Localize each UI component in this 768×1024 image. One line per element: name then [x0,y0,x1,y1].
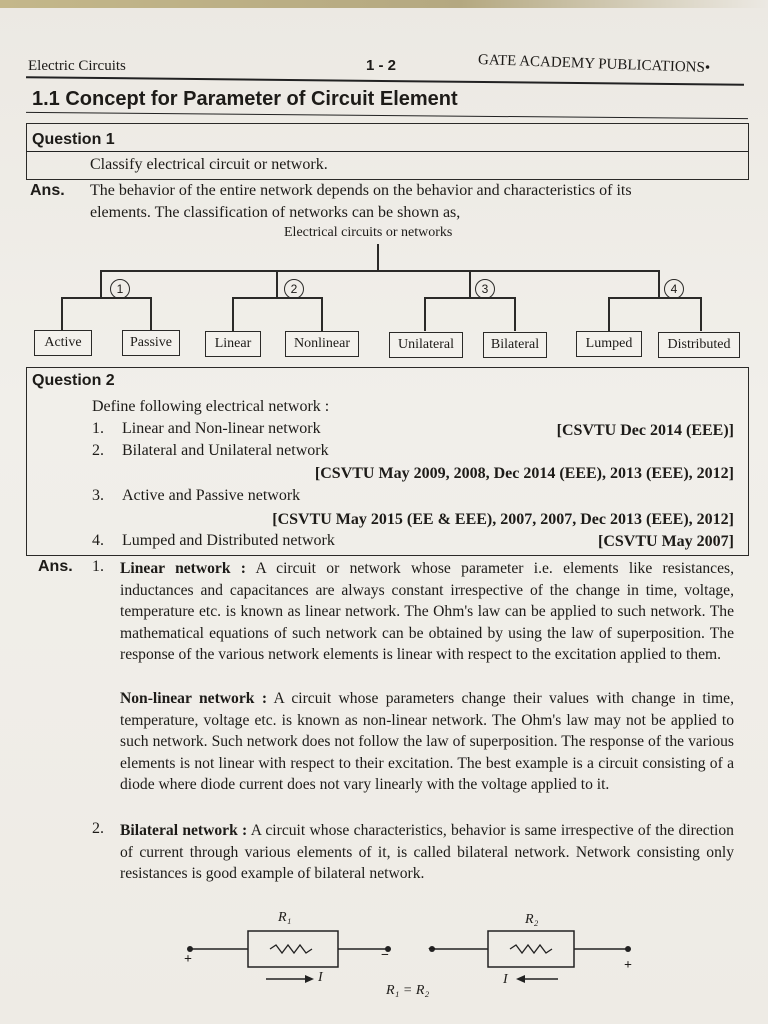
question-2-item-4-number: 4. [92,532,104,549]
question-2-label: Question 2 [32,372,115,389]
tree-leaf-nonlinear: Nonlinear [285,331,359,357]
left-minus-sign: − [381,948,389,963]
tree-leaf-passive: Passive [122,330,180,356]
question-2-item-1-text: Linear and Non-linear network [122,420,321,437]
tree-number-4: 4 [664,279,684,299]
answer-2-nonlinear-paragraph [120,688,734,796]
tree-branch-2 [276,270,278,298]
question-2-item-1-number: 1. [92,420,104,437]
right-current-label: I [503,972,508,987]
question-2-item-2-citation: [CSVTU May 2009, 2008, Dec 2014 (EEE), 2013 (EEE), 2012] [314,465,734,482]
tree-branch-4 [658,270,660,298]
right-minus-sign: − [428,942,436,957]
header-rule [26,76,744,86]
header-publisher: GATE ACADEMY PUBLICATIONS• [477,52,711,77]
linear-network-definition: A circuit or network whose parameter i.e. elements like resistances, inductances and capacitances are always constant irrespective of the change in time, voltage, temperature etc. is known as linear network. The Ohm's law can be applied to such network. The mathematical equations of such network can be obtained by using the law of superposition. The response of the various network elements is linear with respect to the excitation applied to them. [120,560,734,664]
tree-subline [321,297,323,331]
resistor-box-r1 [248,931,338,967]
tree-subline [232,297,234,331]
question-2-item-3-citation: [CSVTU May 2015 (EE & EEE), 2007, 2007, Dec 2013 (EEE), 2012] [272,511,734,528]
r1-label: R₁ [278,910,292,925]
question-1-text: Classify electrical circuit or network. [90,156,328,173]
tree-leaf-linear: Linear [205,331,261,357]
tree-subbar-1 [61,297,150,299]
tree-number-1: 1 [110,279,130,299]
tree-branch-3 [469,270,471,298]
tree-subbar-3 [424,297,514,299]
tree-subline [61,297,63,331]
tree-root-label: Electrical circuits or networks [284,225,453,240]
question-2-intro: Define following electrical network : [92,398,330,415]
tree-subline [150,297,152,331]
tree-leaf-active: Active [34,330,92,356]
nonlinear-network-definition: A circuit whose parameters change their values with change in time, temperature, voltage etc. is known as non-linear network. The Ohm's law may not be applied to such network. Such network does not follow the law of superposition. The response of the various elements is not linear with respect to their excitation. The best example is a circuit consisting of a diode where diode current does not vary linearly with the voltage applied to it. [120,690,734,794]
tree-leaf-bilateral: Bilateral [483,332,547,358]
answer-1-line-1: The behavior of the entire network depends on the behavior and characteristics of its [90,182,632,199]
section-rule [26,112,748,119]
question-1-divider [26,151,748,152]
answer-2-point-1-number: 1. [92,558,104,575]
tree-branch-1 [100,270,102,298]
tree-subline [700,297,702,331]
tree-leaf-distributed: Distributed [658,332,740,358]
question-2-item-2-number: 2. [92,442,104,459]
arrowhead [516,975,525,983]
answer-1-label: Ans. [30,182,65,199]
answer-2-linear-paragraph [120,558,734,666]
question-2-item-3-number: 3. [92,487,104,504]
question-2-item-4-citation: [CSVTU May 2007] [598,533,734,550]
bilateral-network-term: Bilateral network : [120,822,248,839]
tree-subbar-2 [232,297,321,299]
section-title: 1.1 Concept for Parameter of Circuit Element [32,88,458,110]
arrowhead [305,975,314,983]
question-2-item-2-text: Bilateral and Unilateral network [122,442,329,459]
right-plus-sign: + [624,958,632,973]
bilateral-network-definition: A circuit whose characteristics, behavior is same irrespective of the direction of current through various elements of it, is called bilateral network. Network consisting only resistances is good example of bilateral network. [120,822,734,883]
r2-label: R₂ [525,912,539,927]
answer-2-point-2-number: 2. [92,820,104,837]
tree-root-stem [377,244,379,271]
nonlinear-network-term: Non-linear network : [120,690,268,707]
header-book-title: Electric Circuits [28,58,126,74]
tree-leaf-lumped: Lumped [576,331,642,357]
left-current-label: I [318,970,323,985]
linear-network-term: Linear network : [120,560,247,577]
left-plus-sign: + [184,952,192,967]
answer-2-label: Ans. [38,558,73,575]
question-2-item-1-citation: [CSVTU Dec 2014 (EEE)] [556,422,734,439]
terminal-dot [625,946,631,952]
tree-number-3: 3 [475,279,495,299]
tree-main-bar [100,270,659,272]
tree-subline [608,297,610,331]
equation-label: R₁ = R₂ [386,983,430,998]
question-2-item-3-text: Active and Passive network [122,487,301,504]
question-2-item-4-text: Lumped and Distributed network [122,532,335,549]
resistor-zigzag-icon [510,945,552,953]
answer-2-bilateral-paragraph [120,820,734,885]
header-page-number: 1 - 2 [366,57,397,74]
tree-subline [424,297,426,331]
question-1-label: Question 1 [32,131,115,148]
tree-leaf-unilateral: Unilateral [389,332,463,358]
resistor-zigzag-icon [270,945,312,953]
tree-subbar-4 [608,297,700,299]
tree-subline [514,297,516,331]
tree-number-2: 2 [284,279,304,299]
page-edge [0,0,768,8]
answer-1-line-2: elements. The classification of networks can be shown as, [90,204,461,221]
